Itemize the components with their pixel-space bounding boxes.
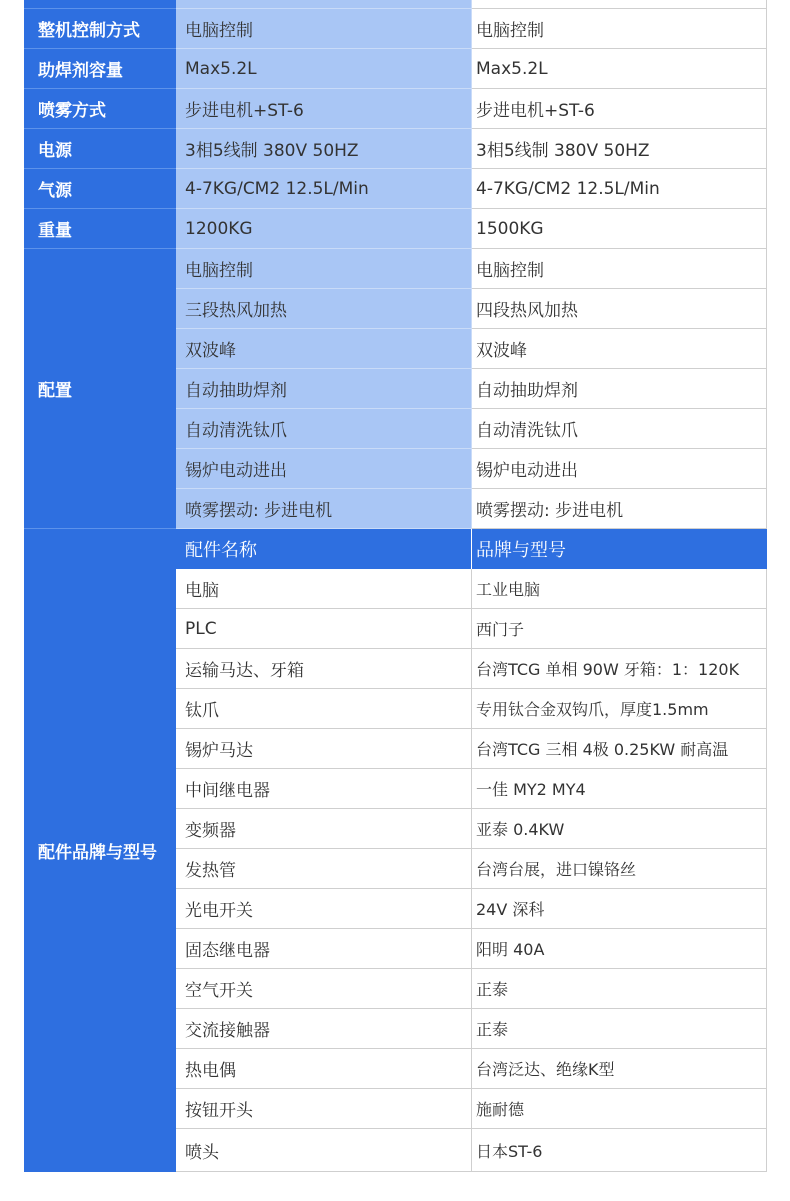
part-name: PLC [176,609,472,649]
part-name: 光电开关 [176,889,472,929]
part-brand: 西门子 [472,609,767,649]
config-value-a: 锡炉电动进出 [176,449,472,489]
spec-value-a: 1200KG [176,209,472,249]
spec-label: 重量 [24,209,176,249]
spec-value-a: 电脑控制 [176,9,472,49]
spec-label: 电源 [24,129,176,169]
config-value-b: 自动清洗钛爪 [472,409,767,449]
spec-label: 喷雾方式 [24,89,176,129]
spec-value-b: 步进电机+ST-6 [472,89,767,129]
config-value-b: 锡炉电动进出 [472,449,767,489]
spec-label: 整机控制方式 [24,9,176,49]
part-brand: 一佳 MY2 MY4 [472,769,767,809]
part-brand: 正泰 [472,1009,767,1049]
part-name: 变频器 [176,809,472,849]
part-brand: 工业电脑 [472,569,767,609]
part-name: 运输马达、牙箱 [176,649,472,689]
spec-value-a: 步进电机+ST-6 [176,89,472,129]
part-name: 热电偶 [176,1049,472,1089]
part-name: 钛爪 [176,689,472,729]
part-name: 交流接触器 [176,1009,472,1049]
part-name: 固态继电器 [176,929,472,969]
config-label: 配置 [24,249,176,529]
config-value-a: 三段热风加热 [176,289,472,329]
spec-value-b: 3相5线制 380V 50HZ [472,129,767,169]
config-value-a: 电脑控制 [176,249,472,289]
spec-value-b: 1500KG [472,209,767,249]
spec-table [24,0,767,1172]
config-value-b: 喷雾摆动: 步进电机 [472,489,767,529]
part-brand: 日本ST-6 [472,1129,767,1172]
parts-header-part: 配件名称 [176,529,472,569]
config-value-b: 电脑控制 [472,249,767,289]
part-brand: 24V 深科 [472,889,767,929]
spec-value-a: 3相5线制 380V 50HZ [176,129,472,169]
spec-label: 气源 [24,169,176,209]
config-value-b: 双波峰 [472,329,767,369]
part-name: 喷头 [176,1129,472,1172]
part-name: 电脑 [176,569,472,609]
config-value-a: 喷雾摆动: 步进电机 [176,489,472,529]
config-value-a: 自动清洗钛爪 [176,409,472,449]
part-brand: 施耐德 [472,1089,767,1129]
part-brand: 专用钛合金双钩爪，厚度1.5mm [472,689,767,729]
part-brand: 台湾TCG 单相 90W 牙箱：1：120K [472,649,767,689]
config-value-a: 双波峰 [176,329,472,369]
spec-value-cell-partial [472,0,767,9]
part-brand: 亚泰 0.4KW [472,809,767,849]
part-name: 空气开关 [176,969,472,1009]
spec-value-b: 电脑控制 [472,9,767,49]
part-name: 按钮开头 [176,1089,472,1129]
config-value-a: 自动抽助焊剂 [176,369,472,409]
part-brand: 正泰 [472,969,767,1009]
config-value-b: 四段热风加热 [472,289,767,329]
parts-label: 配件品牌与型号 [24,529,176,1172]
part-name: 中间继电器 [176,769,472,809]
part-brand: 阳明 40A [472,929,767,969]
part-name: 锡炉马达 [176,729,472,769]
part-brand: 台湾TCG 三相 4极 0.25KW 耐高温 [472,729,767,769]
parts-header-brand: 品牌与型号 [472,529,767,569]
part-name: 发热管 [176,849,472,889]
spec-label: 助焊剂容量 [24,49,176,89]
spec-value-a: 4-7KG/CM2 12.5L/Min [176,169,472,209]
spec-value-a: Max5.2L [176,49,472,89]
spec-value-b: Max5.2L [472,49,767,89]
spec-value-b: 4-7KG/CM2 12.5L/Min [472,169,767,209]
config-value-b: 自动抽助焊剂 [472,369,767,409]
spec-value-cell-partial [176,0,472,9]
part-brand: 台湾泛达、绝缘K型 [472,1049,767,1089]
part-brand: 台湾台展，进口镍铬丝 [472,849,767,889]
spec-label-cell-partial [24,0,176,9]
